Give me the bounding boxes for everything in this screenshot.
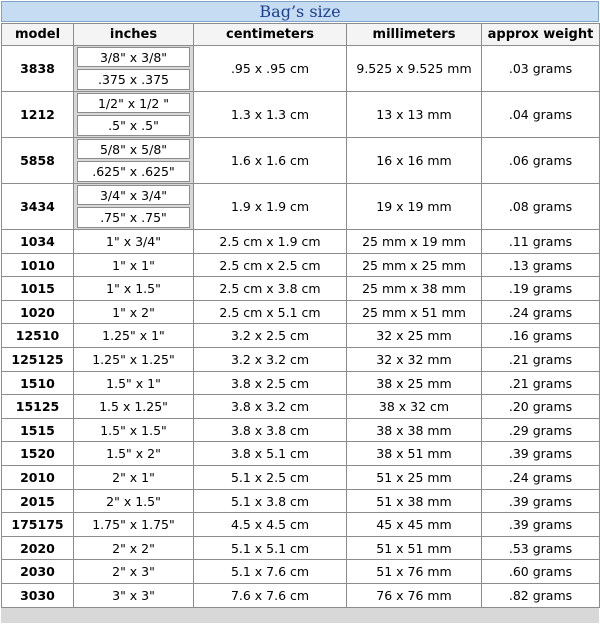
millimeters-cell: 38 x 38 mm	[346, 418, 482, 442]
centimeters-cell: 3.2 x 3.2 cm	[193, 347, 347, 372]
header-model-col: model	[1, 23, 74, 46]
model-cell: 175175	[1, 512, 74, 537]
millimeters-cell: 38 x 32 cm	[346, 394, 482, 419]
inches-cell: 3" x 3"	[73, 583, 194, 608]
millimeters-cell: 32 x 25 mm	[346, 323, 482, 348]
weight-cell: .39 grams	[481, 441, 600, 466]
millimeters-cell: 38 x 51 mm	[346, 441, 482, 466]
model-cell: 2015	[1, 489, 74, 513]
centimeters-cell: 2.5 cm x 3.8 cm	[193, 276, 347, 301]
millimeters-cell: 32 x 32 mm	[346, 347, 482, 372]
centimeters-cell: .95 x .95 cm	[193, 45, 347, 92]
centimeters-cell: 5.1 x 2.5 cm	[193, 465, 347, 490]
weight-cell: .11 grams	[481, 229, 600, 254]
inches-cell: 1" x 2"	[73, 300, 194, 324]
weight-cell: .03 grams	[481, 45, 600, 92]
weight-cell: .21 grams	[481, 347, 600, 372]
weight-cell: .60 grams	[481, 559, 600, 584]
model-cell: 1515	[1, 418, 74, 442]
inches-cell: 1.5" x 2"	[73, 441, 194, 466]
weight-cell: .06 grams	[481, 137, 600, 184]
inches-cell: 1.5" x 1.5"	[73, 418, 194, 442]
weight-cell: .29 grams	[481, 418, 600, 442]
weight-cell: .19 grams	[481, 276, 600, 301]
millimeters-cell: 16 x 16 mm	[346, 137, 482, 184]
centimeters-cell: 2.5 cm x 5.1 cm	[193, 300, 347, 324]
model-cell: 2020	[1, 536, 74, 560]
weight-cell: .39 grams	[481, 489, 600, 513]
inches-cell: 2" x 1.5"	[73, 489, 194, 513]
model-cell: 1212	[1, 91, 74, 138]
inches-cell: 2" x 1"	[73, 465, 194, 490]
inches-cell: 1/2" x 1/2 "	[77, 93, 190, 113]
weight-cell: .53 grams	[481, 536, 600, 560]
model-cell: 12510	[1, 323, 74, 348]
inches-cell: 1.25" x 1"	[73, 323, 194, 348]
millimeters-cell: 25 mm x 51 mm	[346, 300, 482, 324]
weight-cell: .13 grams	[481, 253, 600, 277]
centimeters-cell: 5.1 x 5.1 cm	[193, 536, 347, 560]
model-cell: 125125	[1, 347, 74, 372]
inches-cell: 1.5 x 1.25"	[73, 394, 194, 419]
inches-cell: 3/8" x 3/8"	[77, 47, 190, 67]
model-cell: 2030	[1, 559, 74, 584]
weight-cell: .39 grams	[481, 512, 600, 537]
millimeters-cell: 51 x 76 mm	[346, 559, 482, 584]
inches-cell: .5" x .5"	[77, 115, 190, 136]
model-cell: 1010	[1, 253, 74, 277]
centimeters-cell: 3.2 x 2.5 cm	[193, 323, 347, 348]
millimeters-cell: 51 x 51 mm	[346, 536, 482, 560]
weight-cell: .20 grams	[481, 394, 600, 419]
model-cell: 1510	[1, 371, 74, 395]
header-millimeters-col: millimeters	[346, 23, 482, 46]
centimeters-cell: 7.6 x 7.6 cm	[193, 583, 347, 608]
weight-cell: .21 grams	[481, 371, 600, 395]
model-cell: 1520	[1, 441, 74, 466]
model-cell: 3030	[1, 583, 74, 608]
model-cell: 2010	[1, 465, 74, 490]
inches-cell: 1" x 1"	[73, 253, 194, 277]
millimeters-cell: 51 x 38 mm	[346, 489, 482, 513]
centimeters-cell: 1.6 x 1.6 cm	[193, 137, 347, 184]
millimeters-cell: 45 x 45 mm	[346, 512, 482, 537]
centimeters-cell: 2.5 cm x 2.5 cm	[193, 253, 347, 277]
model-cell: 1020	[1, 300, 74, 324]
millimeters-cell: 25 mm x 19 mm	[346, 229, 482, 254]
centimeters-cell: 1.3 x 1.3 cm	[193, 91, 347, 138]
centimeters-cell: 4.5 x 4.5 cm	[193, 512, 347, 537]
millimeters-cell: 19 x 19 mm	[346, 183, 482, 230]
inches-cell: .375 x .375	[77, 69, 190, 90]
inches-cell: 1.25" x 1.25"	[73, 347, 194, 372]
weight-cell: .16 grams	[481, 323, 600, 348]
inches-cell: .625" x .625"	[77, 161, 190, 182]
millimeters-cell: 38 x 25 mm	[346, 371, 482, 395]
model-cell: 3838	[1, 45, 74, 92]
millimeters-cell: 13 x 13 mm	[346, 91, 482, 138]
centimeters-cell: 1.9 x 1.9 cm	[193, 183, 347, 230]
weight-cell: .82 grams	[481, 583, 600, 608]
inches-cell: 2" x 3"	[73, 559, 194, 584]
centimeters-cell: 3.8 x 2.5 cm	[193, 371, 347, 395]
millimeters-cell: 9.525 x 9.525 mm	[346, 45, 482, 92]
model-cell: 15125	[1, 394, 74, 419]
centimeters-cell: 3.8 x 5.1 cm	[193, 441, 347, 466]
inches-cell: 1" x 1.5"	[73, 276, 194, 301]
header-centimeters-col: centimeters	[193, 23, 347, 46]
centimeters-cell: 3.8 x 3.8 cm	[193, 418, 347, 442]
model-cell: 3434	[1, 183, 74, 230]
millimeters-cell: 76 x 76 mm	[346, 583, 482, 608]
inches-cell: 3/4" x 3/4"	[77, 185, 190, 205]
inches-cell: 2" x 2"	[73, 536, 194, 560]
inches-cell: 5/8" x 5/8"	[77, 139, 190, 159]
centimeters-cell: 3.8 x 3.2 cm	[193, 394, 347, 419]
inches-cell: 1.5" x 1"	[73, 371, 194, 395]
header-weight-col: approx weight	[481, 23, 600, 46]
weight-cell: .24 grams	[481, 465, 600, 490]
weight-cell: .08 grams	[481, 183, 600, 230]
inches-cell: 1" x 3/4"	[73, 229, 194, 254]
millimeters-cell: 51 x 25 mm	[346, 465, 482, 490]
model-cell: 1034	[1, 229, 74, 254]
table-title: Bag’s size	[1, 1, 599, 22]
inches-cell: 1.75" x 1.75"	[73, 512, 194, 537]
inches-cell: .75" x .75"	[77, 207, 190, 228]
weight-cell: .24 grams	[481, 300, 600, 324]
millimeters-cell: 25 mm x 38 mm	[346, 276, 482, 301]
model-cell: 5858	[1, 137, 74, 184]
centimeters-cell: 5.1 x 7.6 cm	[193, 559, 347, 584]
weight-cell: .04 grams	[481, 91, 600, 138]
model-cell: 1015	[1, 276, 74, 301]
header-inches-col: inches	[73, 23, 194, 46]
centimeters-cell: 5.1 x 3.8 cm	[193, 489, 347, 513]
millimeters-cell: 25 mm x 25 mm	[346, 253, 482, 277]
centimeters-cell: 2.5 cm x 1.9 cm	[193, 229, 347, 254]
